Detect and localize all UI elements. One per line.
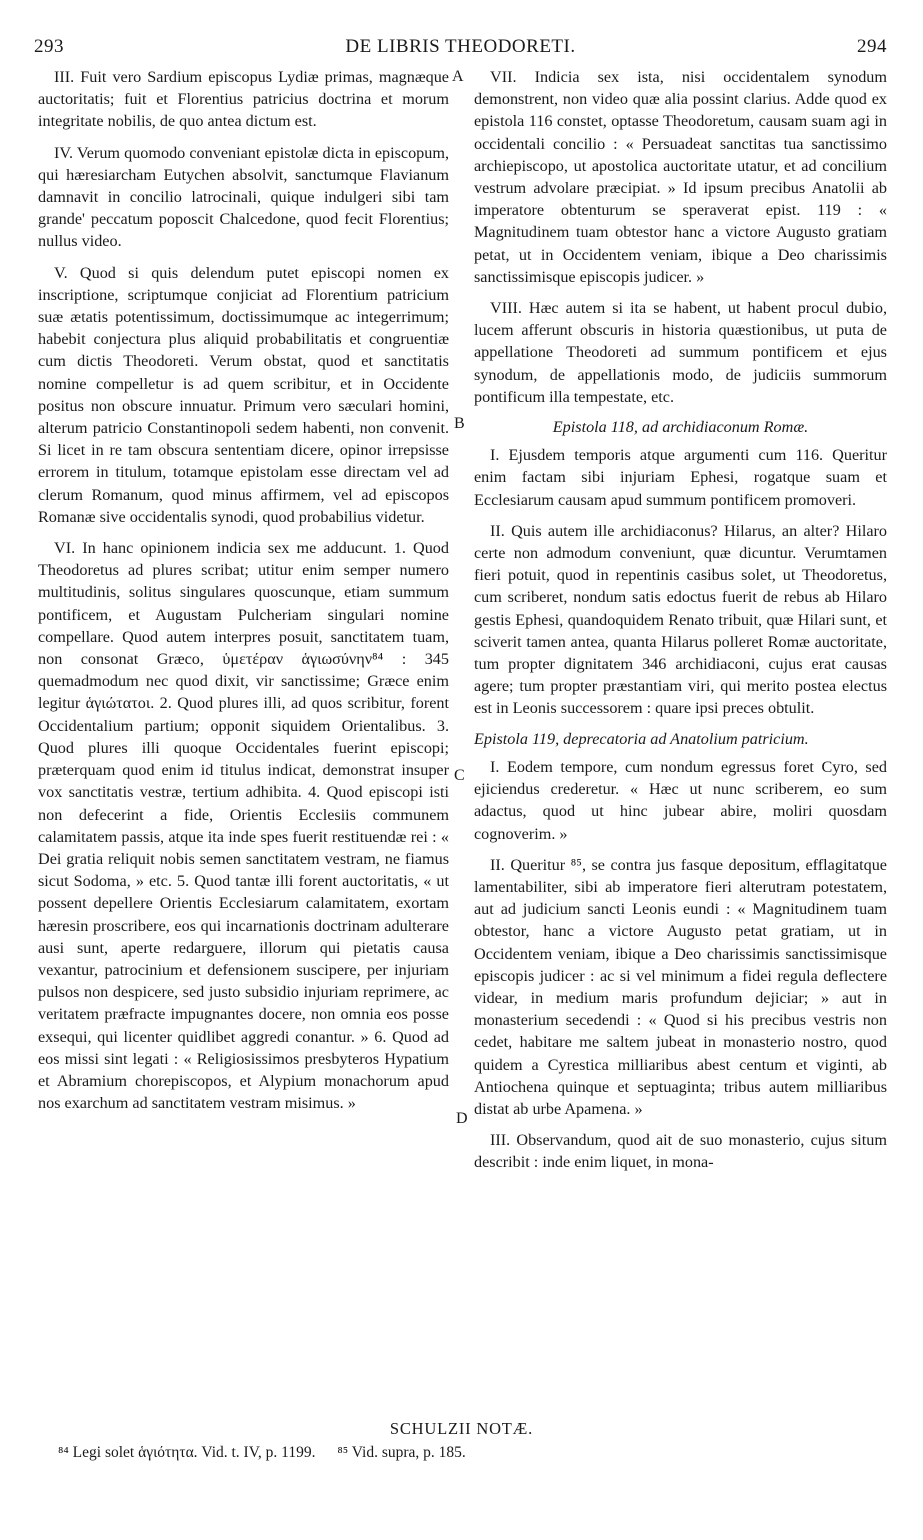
paragraph-118-ii: II. Quis autem ille archidiaconus? Hilarus, an alter? Hilaro certe non admodum conveniunt, quæ dicuntur. Verumtamen fieri potuit, quod in repentinis casibus solet, ut Theodoretus, cum scriberet, nondum satis edoctus fuerit de rebus ab Hilaro gestis Ephesi, quandoquidem Renato tribuit, quæ Hilari sunt, et sciverit tamen antea, quanta Hilarus polleret Romæ auctoritate, tum propter dignitatem 346 archidiaconi, cujus erat causas agere; tum propter præstantiam viri, qui merito postea electus est in Leonis successorem : quare ipsi preces obtulit. xyxy=(474,521,887,718)
heading-epistola-118: Epistola 118, ad archidiaconum Romæ. xyxy=(552,418,809,437)
margin-letter-c: C xyxy=(454,767,465,784)
paragraph-119-ii: II. Queritur ⁸⁵, se contra jus fasque depositum, efflagitatque lamentabiliter, sibi ab imperatore fieri alterutram potestatem, aut ad judicium sancti Leonis eundi : « Magnitudinem tuam obtestor, hanc a victore Augusto petat gratiam, ut in Occidentem veniam, ibique a Deo charissimis sanctissimisque episcopis judicer : ac si vel minimum a fidei regula deflectere videar, in medium maris profundum dejiciar; » aut in monasterium secedendi : « Quod si his precibus vestris non cedet, habitare me saltem jubeat in monasterio nostro, quod quidem a Cyrestica milliaribus abest centum et viginti, ab Antiochena quinque et septuaginta; tribus autem milliaribus distat ab urbe Apamena. » xyxy=(474,855,887,1118)
paragraph-iii: III. Fuit vero Sardium episcopus Lydiæ primas, magnæque auctoritatis; fuit et Florentius patricius doctrina et morum integritate nobilis, de quo antea dictum est. xyxy=(38,68,449,131)
paragraph-119-i: I. Eodem tempore, cum nondum egressus foret Cyro, sed ejiciendus crederetur. « Hæc ut nunc scriberem, eo sum adactus, quod ut hinc jubear abire, moliri quosdam cognoverim. » xyxy=(474,757,887,843)
heading-epistola-119: Epistola 119, deprecatoria ad Anatolium patricium. xyxy=(474,729,809,748)
paragraph-118-i: I. Ejusdem temporis atque argumenti cum 116. Queritur enim factam sibi injuriam Ephesi, rogatque suam et Ecclesiarum causam apud summum pontificem promoveri. xyxy=(474,446,887,509)
paragraph-viii: VIII. Hæc autem si ita se habent, ut habent procul dubio, lucem afferunt obscuris in historia quæstionibus, ut puta de appellatione Theodoreti ad summum pontificem et ejus synodum, de appellationis modo, de judiciis summorum pontificum illa tempestate, etc. xyxy=(474,299,887,406)
paragraph-119-iii: III. Observandum, quod ait de suo monasterio, cujus situm describit : inde enim liquet, in mona- xyxy=(474,1131,887,1172)
paragraph-vi: VI. In hanc opinionem indicia sex me adducunt. 1. Quod Theodoretus ad plures scribat; utitur enim semper numero multitudinis, solitus singulares quoscunque, etiam summum pontificem, et Augustam Pulcheriam singulari nomine compellare. Quod autem interpres posuit, sanctitatem tuam, non consonat Græco, ὑμετέραν ἁγιωσύνην⁸⁴ : 345 quemadmodum nec quod dixit, vir sanctissime; Græce enim legitur ἁγιώτατοι. 2. Quod plures illi, ad quos scribitur, forent Occidentalium partium; opponit siquidem Orientalibus. 3. Quod plures illi quoque Occidentales fuerint episcopi; præterquam quod enim id titulus indicat, demonstrat insuper vox sanctitatis vestræ, tertium adhibita. 4. Quod episcopi isti non defecerint a fide, Orientis Ecclesiis communem calamitatem passis, atque ita inde spes fuerit restituendæ rei : « Dei gratia reliquit nobis semen sanctitatem vestram, ne fiamus sicut Sodoma, » etc. 5. Quod tantæ illi forent auctoritatis, « ut possent depellere Orientis Ecclesiarum calamitatem, exortam hæresin proscribere, eos qui incarnationis doctrinam adulterare ausi sunt, aperte redarguere, illorum qui pietatis causa vexantur, patrocinium et defensionem suscipere, per injuriam pulsos non despicere, sed justo subsidio injuriam reprimere, ac veritatem præfracte impugnantes docere, non omnia eos posse exsequi, qui licenter quidlibet aggredi conantur. » 6. Quod ad eos missi sint legati : « Religiosissimos presbyteros Hypatium et Abramium chorepiscopos, et Alypium monachorum apud nos exarchum ad sanctitatem vestram misimus. » xyxy=(38,539,449,1113)
left-column xyxy=(38,66,449,1114)
paragraph-v: V. Quod si quis delendum putet episcopi nomen ex inscriptione, scriptumque conjiciat ad Florentium patricium suæ ætatis potentissimum, doctissimumque ac integerrimum; habebit conjectura plus aliquid probabilitatis et congruentiæ cum dictis Theodoreti. Verum obstat, quod et sanctitatis nomine compelletur is ad quem scribitur, et in Occidente positus non obscure innuatur. Primum vero sæculari homini, alterum patricio Constantinopoli sedem habenti, non convenit. Si licet in re tam obscura sententiam dicere, opinor irrepsisse errorem in titulum, totamque epistolam esse directam vel ad clerum Romanum, quod minus affirmem, vel ad episcopos Romanæ sive occidentalis synodi, quod probabilius videtur. xyxy=(38,263,449,526)
footnotes xyxy=(58,1444,878,1462)
paragraph-vii: VII. Indicia sex ista, nisi occidentalem synodum demonstrent, non video quæ alia possint clarius. Adde quod ex epistola 116 constet, optasse Theodoretum, causam suam agi in occidentali concilio : « Persuadeat sanctitas tua sanctissimo archiepiscopo, ut apostolica auctoritate utatur, et ad concilium vestrum advolare præcipiat. » Id ipsum precibus Anatolii ab imperatore obtenturum se speraverat epist. 119 : « Magnitudinem tuam obtestor hanc a victore Augusto gratiam petat, ut in Occidentem veniam, ibique a Deo charissimis sanctissimisque episcopis judicer. » xyxy=(474,68,887,286)
running-title: DE LIBRIS THEODORETI. xyxy=(345,36,576,57)
footnote-85: ⁸⁵ Vid. supra, p. 185. xyxy=(337,1444,466,1461)
margin-letter-b: B xyxy=(454,415,465,432)
notes-title: SCHULZII NOTÆ. xyxy=(389,1419,534,1438)
footnote-84: ⁸⁴ Legi solet ἁγιότητα. Vid. t. IV, p. 1199. xyxy=(58,1444,316,1461)
right-column xyxy=(474,66,887,1174)
right-page-number: 294 xyxy=(857,36,887,57)
left-page-number: 293 xyxy=(34,36,64,57)
paragraph-iv: IV. Verum quomodo conveniant epistolæ dicta in episcopum, qui hæresiarcham Eutychen absolvit, sanctumque Flavianum damnavit in concilio latrocinali, quique indulgeri sibi tam grande' peccatum poposcit Chalcedone, quod fecit Florentius; nullus video. xyxy=(38,143,449,251)
running-header xyxy=(34,36,887,60)
margin-letter-a: A xyxy=(452,68,464,85)
margin-letter-d: D xyxy=(456,1110,468,1127)
